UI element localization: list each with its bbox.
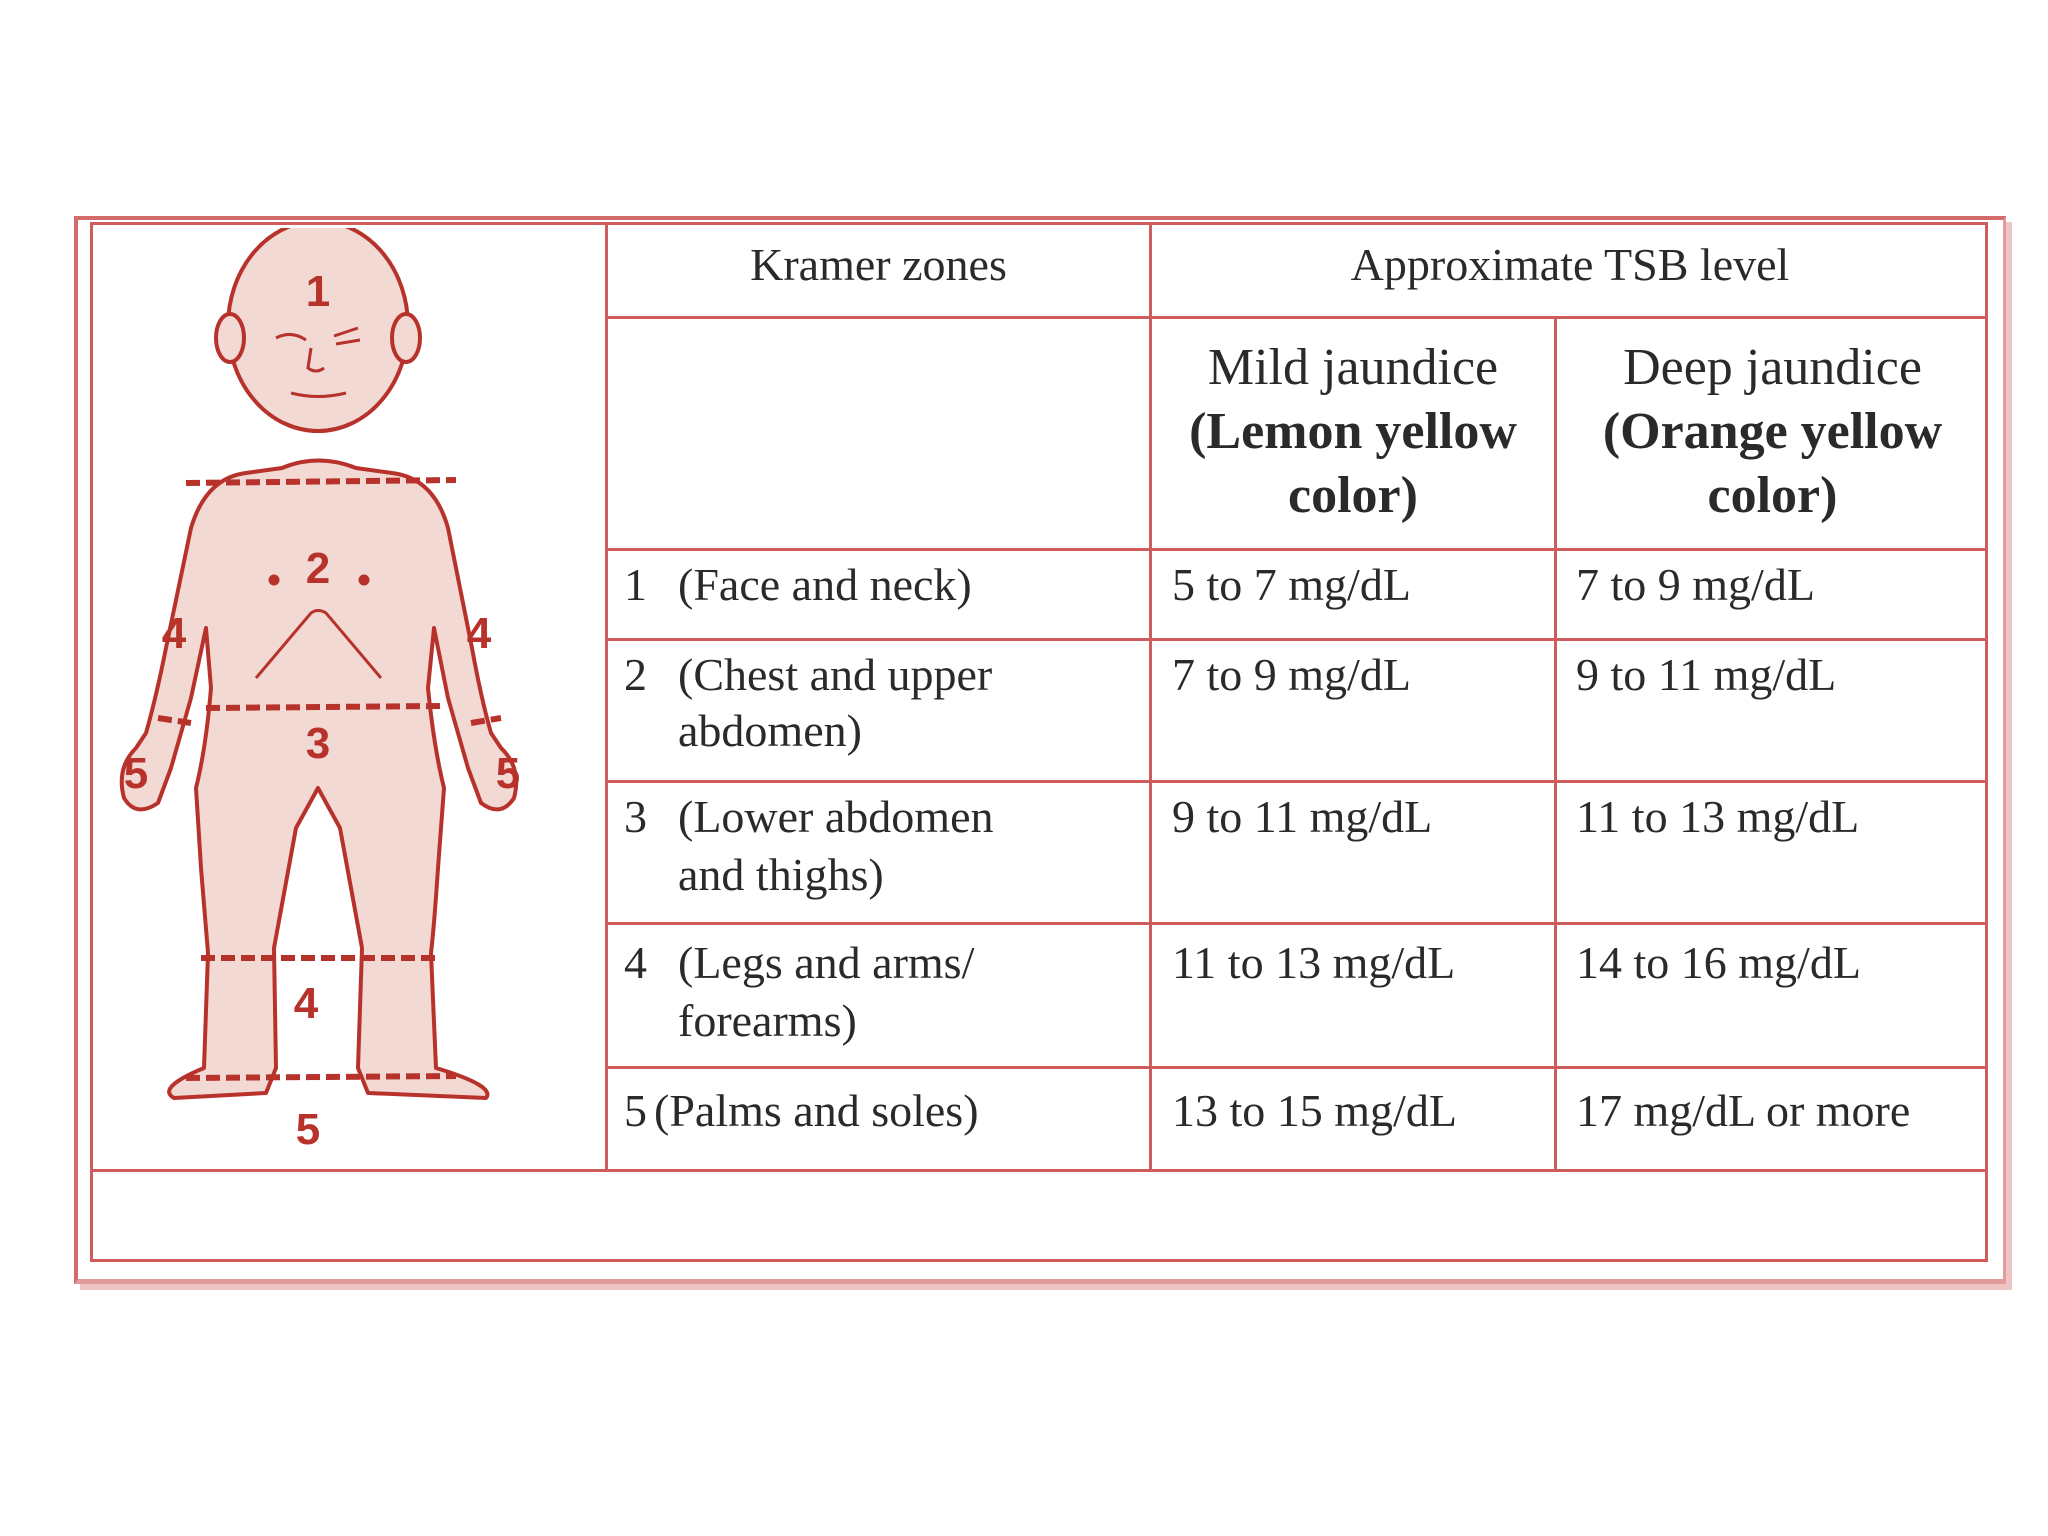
table-row <box>608 646 1149 776</box>
deep-line-2: (Orange yellow <box>1602 403 1943 460</box>
zone-label-4-right-arm: 4 <box>466 609 492 658</box>
zone-description: (Palms and soles) <box>654 1085 979 1136</box>
mild-line-1: Mild jaundice <box>1207 339 1499 396</box>
deep-value: 17 mg/dL or more <box>1576 1085 1911 1136</box>
zone-number: 1 <box>624 559 647 610</box>
zone-description-cont: forearms) <box>678 995 857 1046</box>
grid-hline-row2 <box>605 780 1988 783</box>
mild-value: 5 to 7 mg/dL <box>1172 559 1411 610</box>
mild-value: 11 to 13 mg/dL <box>1172 937 1456 988</box>
mild-value: 13 to 15 mg/dL <box>1172 1085 1457 1136</box>
zone-label-1: 1 <box>305 267 331 316</box>
zone-description: (Face and neck) <box>678 559 972 610</box>
grid-hline-row1 <box>605 638 1988 641</box>
table-bottom-rule <box>90 1169 1988 1172</box>
mild-value: 7 to 9 mg/dL <box>1172 649 1411 700</box>
table-row <box>608 556 1149 636</box>
zone-description: (Legs and arms/ <box>678 937 975 988</box>
header-approx-tsb-level: Approximate TSB level <box>1350 239 1790 290</box>
table-row <box>608 1082 1149 1162</box>
deep-value: 14 to 16 mg/dL <box>1576 937 1861 988</box>
zone-number: 3 <box>624 791 647 842</box>
deep-value: 11 to 13 mg/dL <box>1576 791 1860 842</box>
zone-description: (Lower abdomen <box>678 791 994 842</box>
zone-number: 4 <box>624 937 647 988</box>
table-row <box>608 934 1149 1064</box>
header-deep-jaundice <box>1557 336 1988 528</box>
zone-label-3: 3 <box>305 719 331 768</box>
mild-line-3: color) <box>1288 467 1418 524</box>
zone-label-5-feet: 5 <box>295 1105 321 1154</box>
header-mild-jaundice <box>1152 336 1554 528</box>
kramer-zone-figure <box>96 228 602 1166</box>
grid-hline-sub <box>605 548 1988 551</box>
mild-line-2: (Lemon yellow <box>1189 403 1517 460</box>
zone-label-4-legs: 4 <box>293 979 319 1028</box>
grid-hline-header <box>605 316 1988 319</box>
zone-description-cont: and thighs) <box>678 849 884 900</box>
zone-label-2: 2 <box>305 544 331 593</box>
mild-value: 9 to 11 mg/dL <box>1172 791 1433 842</box>
table-row <box>608 788 1149 918</box>
deep-line-1: Deep jaundice <box>1623 339 1922 396</box>
deep-value: 7 to 9 mg/dL <box>1576 559 1815 610</box>
deep-value: 9 to 11 mg/dL <box>1576 649 1837 700</box>
zone-label-5-left-hand: 5 <box>123 749 149 798</box>
zone-label-5-right-hand: 5 <box>495 749 521 798</box>
grid-hline-row3 <box>605 922 1988 925</box>
zone-description-cont: abdomen) <box>678 705 862 756</box>
zone-number: 5 <box>624 1085 647 1136</box>
deep-line-3: color) <box>1707 467 1838 524</box>
zone-number: 2 <box>624 649 647 700</box>
zone-description: (Chest and upper <box>678 649 993 700</box>
grid-hline-row4 <box>605 1066 1988 1069</box>
zone-label-4-left-arm: 4 <box>161 609 187 658</box>
header-kramer-zones: Kramer zones <box>750 239 1007 290</box>
baby-body-outline <box>122 228 516 1098</box>
